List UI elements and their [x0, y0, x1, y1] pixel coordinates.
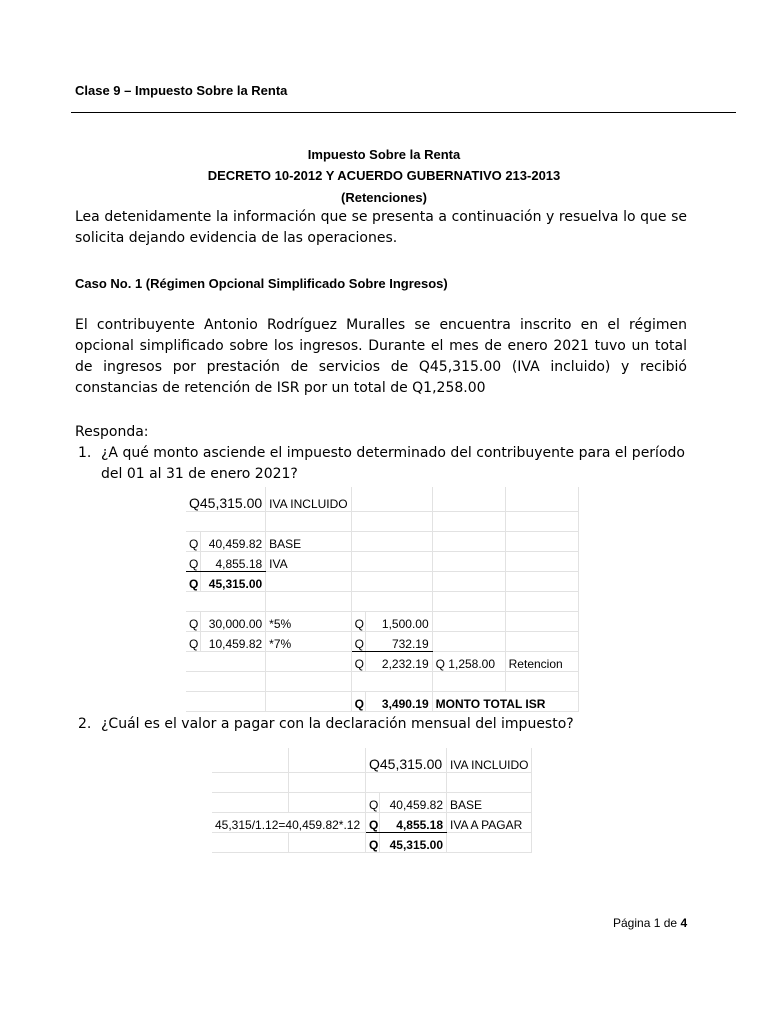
heading-title: Impuesto Sobre la Renta [307, 147, 461, 162]
cell-base-label: BASE [447, 793, 532, 813]
document-header-title: Clase 9 – Impuesto Sobre la Renta [75, 83, 288, 98]
currency-symbol: Q [186, 552, 200, 572]
cell-total-iva-label: IVA INCLUIDO [447, 748, 532, 773]
table-row [186, 532, 578, 552]
cell-total-iva: Q45,315.00 [366, 748, 447, 773]
table-row [186, 572, 578, 592]
cell-bracket1-amount: 30,000.00 [200, 612, 266, 632]
table-row [212, 813, 532, 833]
heading-decree: DECRETO 10-2012 Y ACUERDO GUBERNATIVO 213-2013 [207, 168, 561, 183]
question-2-text: ¿Cuál es el valor a pagar con la declaración mensual del impuesto? [101, 716, 574, 732]
table-row [186, 632, 578, 652]
currency-symbol: Q [351, 692, 365, 712]
table-row [212, 773, 532, 793]
page-footer [613, 916, 687, 930]
page-word: Página [613, 916, 651, 930]
responda-label: Responda: [75, 424, 149, 440]
currency-symbol: Q [351, 652, 365, 672]
table-row [212, 748, 532, 773]
table-row [186, 612, 578, 632]
question-1-text: ¿A qué monto asciende el impuesto determinado del contribuyente para el período del 01 al 31 de enero 2021? [101, 445, 685, 482]
question-2-number: 2. [78, 716, 92, 732]
cell-bracket2-result: 732.19 [365, 632, 432, 652]
cell-total-isr: 3,490.19 [365, 692, 432, 712]
question-1-number: 1. [78, 445, 92, 461]
currency-symbol: Q [351, 632, 365, 652]
currency-symbol: Q [366, 813, 380, 833]
cell-base-value: 40,459.82 [380, 793, 447, 813]
page-number: 1 [653, 916, 661, 930]
cell-bracket1-rate: *5% [266, 612, 351, 632]
currency-symbol: Q [186, 572, 200, 592]
currency-symbol: Q [366, 793, 380, 813]
cell-bracket2-rate: *7% [266, 632, 351, 652]
cell-base-label: BASE [266, 532, 351, 552]
cell-retention-amount: Q 1,258.00 [432, 652, 505, 672]
cell-bracket1-result: 1,500.00 [365, 612, 432, 632]
cell-iva-to-pay-label: IVA A PAGAR [447, 813, 532, 833]
cell-iva-label: IVA [266, 552, 351, 572]
cell-base-value: 40,459.82 [200, 532, 266, 552]
cell-bracket2-amount: 10,459.82 [200, 632, 266, 652]
currency-symbol: Q [186, 612, 200, 632]
table-row [186, 672, 578, 692]
total-pages: 4 [680, 916, 688, 930]
table-row [212, 833, 532, 853]
cell-total-isr-label: MONTO TOTAL ISR [432, 692, 578, 712]
currency-symbol: Q [186, 632, 200, 652]
table-row [186, 592, 578, 612]
table-row [186, 552, 578, 572]
iva-calculation-table [212, 748, 532, 853]
cell-formula: 45,315/1.12=40,459.82*.12 [212, 813, 366, 833]
cell-sum-value: 45,315.00 [380, 833, 447, 853]
header-rule [71, 112, 736, 113]
table-row [212, 793, 532, 813]
cell-iva-value: 4,855.18 [200, 552, 266, 572]
cell-total-iva-label: IVA INCLUIDO [266, 487, 351, 512]
of-word: de [663, 916, 678, 930]
table-row [186, 692, 578, 712]
table-row [186, 652, 578, 672]
currency-symbol: Q [366, 833, 380, 853]
cell-sum-value: 45,315.00 [200, 572, 266, 592]
cell-subtotal: 2,232.19 [365, 652, 432, 672]
case-title: Caso No. 1 (Régimen Opcional Simplificado Sobre Ingresos) [75, 276, 448, 291]
case-paragraph: El contribuyente Antonio Rodríguez Muralles se encuentra inscrito en el régimen opcional simplificado sobre los ingresos. Durante el mes de enero 2021 tuvo un total de ingresos por prestación de servicios de Q45,315.00 (IVA incluido) y recibió constancias de retención de ISR por un total de Q1,258.00 [75, 317, 687, 396]
currency-symbol: Q [186, 532, 200, 552]
cell-total-iva: Q45,315.00 [186, 487, 266, 512]
intro-paragraph: Lea detenidamente la información que se presenta a continuación y resuelva lo que se solicita dejando evidencia de las operaciones. [75, 209, 687, 246]
cell-iva-to-pay: 4,855.18 [380, 813, 447, 833]
currency-symbol: Q [351, 612, 365, 632]
isr-calculation-table [186, 487, 579, 712]
table-row [186, 512, 578, 532]
cell-retention-label: Retencion [505, 652, 578, 672]
heading-subtitle: (Retenciones) [341, 190, 427, 205]
table-row [186, 487, 578, 512]
